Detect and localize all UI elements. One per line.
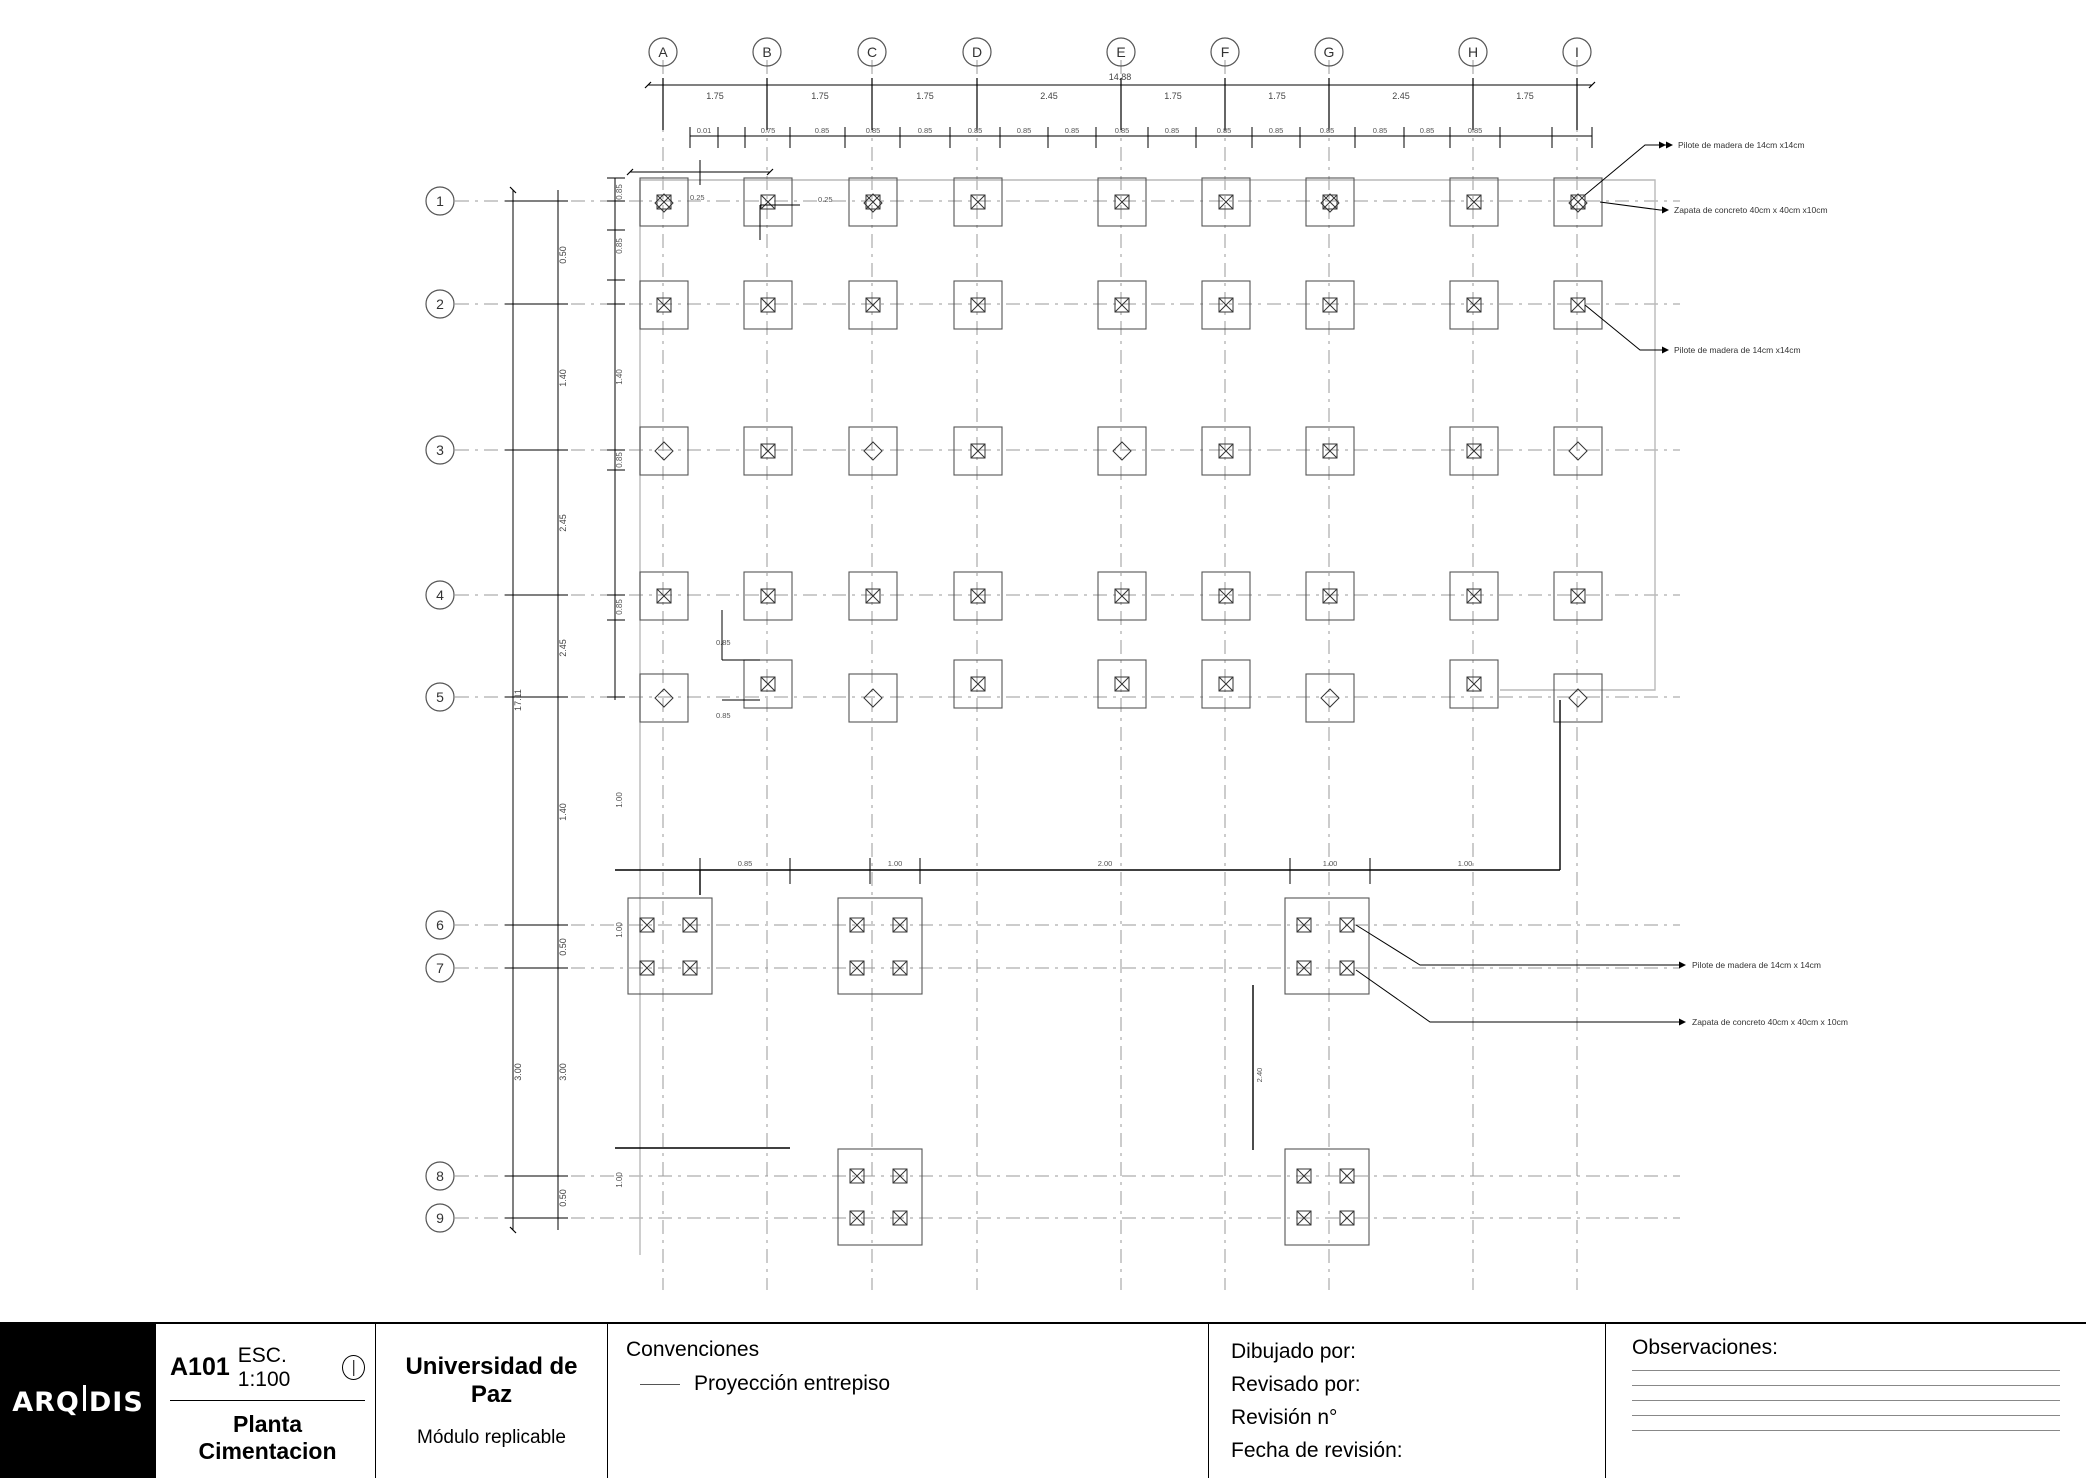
project-name: Universidad de Paz <box>405 1353 578 1408</box>
dim-sub: 0.85 <box>1268 126 1284 135</box>
dim-sub: 0.85 <box>967 126 983 135</box>
grid-label-row: 9 <box>436 1210 444 1226</box>
revision-number-label: Revisión n° <box>1231 1405 1338 1429</box>
dim-sub: 0.85 <box>865 126 881 135</box>
dim-sub: 0.85 <box>1114 126 1130 135</box>
dim-sub: 0.85 <box>917 126 933 135</box>
dim-inner: 0.85 <box>615 238 624 254</box>
grid-label-col: H <box>1467 44 1479 60</box>
grid-label-row: 7 <box>436 960 444 976</box>
observation-line <box>1632 1370 2060 1371</box>
grid-label-row: 5 <box>436 689 444 705</box>
dim-left: 3.00 <box>513 1063 523 1081</box>
dim-sub: 0.75 <box>760 126 776 135</box>
observations-block <box>1606 1324 2086 1478</box>
grid-label-col: B <box>762 44 772 60</box>
dim-top: 1.75 <box>811 91 829 101</box>
title-block <box>0 1322 2086 1478</box>
dim-detail: 0.85 <box>716 711 731 720</box>
sheet-identification <box>156 1324 376 1478</box>
dim-sub: 0.85 <box>1372 126 1388 135</box>
grid-label-col: C <box>866 44 878 60</box>
dim-top: 2.45 <box>1392 91 1410 101</box>
scale-label: ESC. 1:100 <box>237 1343 291 1391</box>
dim-left: 1.40 <box>558 369 568 387</box>
grid-label-col: I <box>1575 44 1579 60</box>
callout-text: Pilote de madera de 14cm x14cm <box>1678 140 1805 150</box>
grid-bubbles-columns <box>649 38 1591 66</box>
legend-conventions <box>608 1324 1208 1478</box>
dim-left: 2.45 <box>558 514 568 532</box>
dim-inner: 1.00 <box>615 792 624 808</box>
inner-left-dimension-chain <box>607 178 625 1188</box>
dim-left-overall: 17.11 <box>513 689 523 711</box>
dim-left: 1.40 <box>558 803 568 821</box>
dim-left: 3.00 <box>558 1063 568 1081</box>
dim-lower: 1.00 <box>887 859 903 868</box>
dim-inner: 1.00 <box>615 1172 624 1188</box>
dim-sub: 0.85 <box>1164 126 1180 135</box>
firm-logo <box>0 1324 156 1478</box>
secondary-dimension-chain <box>690 126 1592 148</box>
observation-line <box>1632 1385 2060 1386</box>
dim-top-overall: 14.88 <box>1108 72 1132 82</box>
firm-logo-text <box>12 1385 144 1418</box>
left-dimension-chain <box>505 190 568 1230</box>
dim-inner: 0.85 <box>615 452 624 468</box>
project-identification <box>376 1324 608 1478</box>
dim-left: 2.45 <box>558 639 568 657</box>
dim-inner: 0.85 <box>615 184 624 200</box>
dim-inner: 1.40 <box>615 369 624 385</box>
revision-date-label: Fecha de revisión: <box>1231 1438 1403 1462</box>
grid-label-row: 1 <box>436 193 444 209</box>
slab-projection-outline <box>640 180 1655 1255</box>
dim-lower: 2.40 <box>1255 1067 1264 1083</box>
dim-detail: 0.25 <box>690 193 705 202</box>
grid-label-col: A <box>658 44 668 60</box>
detail-dimensions <box>630 160 833 720</box>
dim-sub: 0.85 <box>1319 126 1335 135</box>
dim-lower: 2.00 <box>1097 859 1113 868</box>
callout-text: Pilote de madera de 14cm x 14cm <box>1692 960 1821 970</box>
sheet-code: A101 <box>170 1353 230 1381</box>
observation-line <box>1632 1415 2060 1416</box>
reviewed-by-label: Revisado por: <box>1231 1372 1361 1396</box>
projection-line-icon <box>640 1384 680 1385</box>
pile-symbols <box>640 194 1587 1225</box>
dim-lower: 1.00 <box>1457 859 1473 868</box>
footing-group <box>628 178 1602 1245</box>
dim-top: 1.75 <box>1164 91 1182 101</box>
callout-text: Zapata de concreto 40cm x 40cm x 10cm <box>1692 1017 1848 1027</box>
dim-lower: 0.85 <box>737 859 753 868</box>
top-dimension-chain <box>648 72 1592 130</box>
observations-label: Observaciones: <box>1632 1336 1778 1359</box>
dim-sub: 0.85 <box>814 126 830 135</box>
grid-label-row: 4 <box>436 587 444 603</box>
grid-bubbles-rows <box>426 187 454 1232</box>
dim-lower: 1.00 <box>1322 859 1338 868</box>
callout-text: Pilote de madera de 14cm x14cm <box>1674 345 1801 355</box>
dim-top: 1.75 <box>706 91 724 101</box>
grid-label-row: 2 <box>436 296 444 312</box>
dim-sub: 0.85 <box>1467 126 1483 135</box>
dim-inner: 0.85 <box>615 599 624 615</box>
dim-detail: 0.85 <box>716 638 731 647</box>
dim-top: 1.75 <box>916 91 934 101</box>
grid-label-row: 8 <box>436 1168 444 1184</box>
grid-label-row: 3 <box>436 442 444 458</box>
project-subtitle: Módulo replicable <box>417 1427 566 1448</box>
dim-left: 0.50 <box>558 1189 568 1207</box>
conventions-title: Convenciones <box>626 1338 760 1361</box>
dim-top: 1.75 <box>1516 91 1534 101</box>
grid-label-col: F <box>1220 44 1230 60</box>
dim-top: 1.75 <box>1268 91 1286 101</box>
dim-sub: 0.85 <box>1216 126 1232 135</box>
grid-label-row: 6 <box>436 917 444 933</box>
legend-item <box>626 1372 1190 1396</box>
revision-fields <box>1209 1324 1605 1478</box>
dim-sub: 0.85 <box>1016 126 1032 135</box>
drawing-title: Planta Cimentacion <box>198 1410 337 1464</box>
observation-line <box>1632 1400 2060 1401</box>
legend-item-label: Proyección entrepiso <box>694 1372 891 1395</box>
grid-label-col: D <box>971 44 983 60</box>
observation-line <box>1632 1430 2060 1431</box>
dim-top: 2.45 <box>1040 91 1058 101</box>
drawn-by-label: Dibujado por: <box>1231 1339 1356 1363</box>
north-arrow-icon <box>342 1355 365 1380</box>
dim-left: 0.50 <box>558 246 568 264</box>
grid-label-col: G <box>1323 44 1335 60</box>
dim-left: 0.50 <box>558 938 568 956</box>
grid-label-col: E <box>1116 44 1126 60</box>
dim-inner: 1.00 <box>615 922 624 938</box>
firm-logo-label: ARQ DIS <box>12 1386 144 1418</box>
dim-detail: 0.25 <box>818 195 833 204</box>
dim-sub: 0.85 <box>1419 126 1435 135</box>
dim-sub: 0.01 <box>696 126 712 135</box>
dim-sub: 0.85 <box>1064 126 1080 135</box>
callout-text: Zapata de concreto 40cm x 40cm x10cm <box>1674 205 1828 215</box>
